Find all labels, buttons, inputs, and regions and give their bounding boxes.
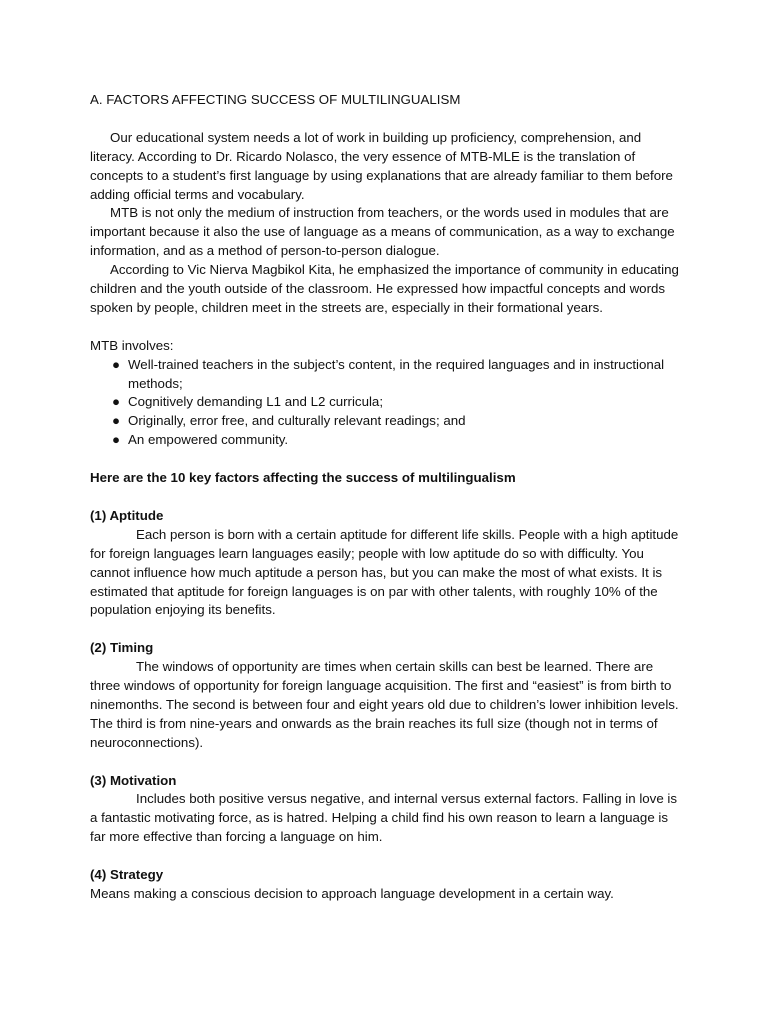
document-page (90, 91, 680, 904)
intro-paragraph-2: MTB is not only the medium of instruction from teachers, or the words used in modules that are important because it also the use of language as a means of communication, as a way to exchange information, and as a method of person-to-person dialogue. (90, 205, 675, 259)
factor-heading-timing: (2) Timing (90, 640, 154, 656)
list-item (90, 412, 680, 431)
factor-body-timing: The windows of opportunity are times when certain skills can best be learned. There are three windows of opportunity for foreign language acquisition. The first and “easiest” is from birth to ninemonths. The second is between four and eight years old due to children’s lower inhibition levels. The third is from nine-years and onwards as the brain reaches its full size (though not in terms of neuroconnections). (90, 659, 679, 750)
document-title: A. FACTORS AFFECTING SUCCESS OF MULTILINGUALISM (90, 92, 461, 107)
bullet-icon: ● (112, 413, 121, 429)
mtb-bullet-list (90, 356, 680, 451)
spacer (90, 753, 680, 772)
intro-paragraph-1: Our educational system needs a lot of work in building up proficiency, comprehension, and literacy. According to Dr. Ricardo Nolasco, the very essence of MTB-MLE is the translation of concepts to a student’s first language by using explanations that are already familiar to them before adding official terms and vocabulary. (90, 129, 673, 202)
list-item (90, 431, 680, 450)
spacer (90, 450, 680, 469)
list-item (90, 356, 680, 394)
spacer (90, 488, 680, 507)
list-item (90, 393, 680, 412)
spacer (90, 847, 680, 866)
bullet-icon: ● (112, 394, 121, 410)
list-item-text: Originally, error free, and culturally relevant readings; and (128, 413, 466, 429)
mtb-involves-label: MTB involves: (90, 337, 174, 353)
factor-heading-aptitude: (1) Aptitude (90, 507, 164, 523)
list-item-text: Well-trained teachers in the subject’s content, in the required languages and in instructional methods; (128, 356, 665, 391)
spacer (90, 110, 680, 129)
spacer (90, 620, 680, 639)
spacer (90, 318, 680, 337)
bullet-icon: ● (112, 432, 121, 448)
list-item-text: Cognitively demanding L1 and L2 curricula; (128, 394, 384, 410)
factor-heading-motivation: (3) Motivation (90, 772, 177, 788)
factor-body-motivation: Includes both positive versus negative, and internal versus external factors. Falling in love is a fantastic motivating force, as is hatred. Helping a child find his own reason to learn a language is far more effective than forcing a language on him. (90, 791, 678, 845)
factor-heading-strategy: (4) Strategy (90, 867, 164, 883)
list-item-text: An empowered community. (128, 432, 289, 448)
bullet-icon: ● (112, 356, 121, 372)
factors-heading: Here are the 10 key factors affecting the success of multilingualism (90, 470, 516, 486)
intro-paragraph-3: According to Vic Nierva Magbikol Kita, he emphasized the importance of community in educating children and the youth outside of the classroom. He expressed how impactful concepts and words spoken by people, children meet in the streets are, especially in their formational years. (90, 262, 679, 315)
factor-body-strategy: Means making a conscious decision to approach language development in a certain way. (90, 885, 614, 901)
factor-body-aptitude: Each person is born with a certain aptitude for different life skills. People with a high aptitude for foreign languages learn languages easily; people with low aptitude do so with difficulty. You cannot influence how much aptitude a person has, but you can make the most of what exists. It is estimated that aptitude for foreign languages is on par with other talents, with roughly 10% of the population enjoying its benefits. (90, 526, 679, 618)
